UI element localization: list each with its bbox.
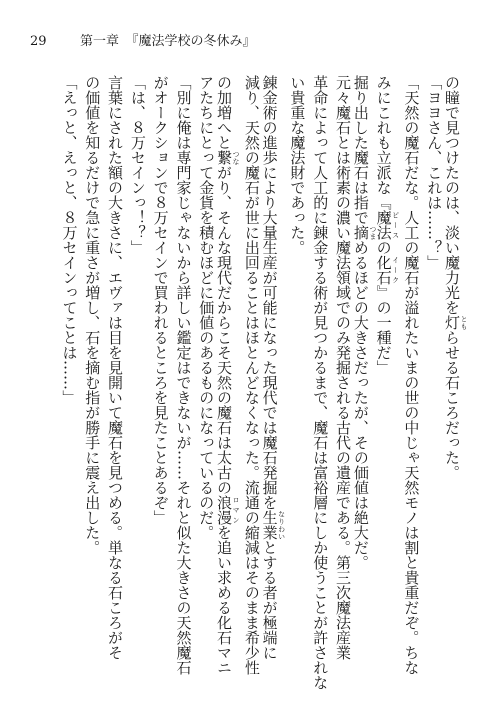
chapter-title: 第一章 『魔法学校の冬休み』 [80, 34, 256, 49]
text-line [172, 75, 195, 680]
ruby-reading: とも [460, 315, 468, 330]
page-number: 29 [30, 34, 47, 49]
text-segment: 革命によって人工的に錬金する術が見つかるまで、魔石は富裕層にしか使うことが許されな [311, 75, 330, 690]
text-segment: 「天然の魔石だな。人工の魔石が溢れたいまの世の中じゃ天然モノは割と貴重だぞ。ちな [402, 75, 421, 675]
text-segment: 「ヨヨさん、これは……？」 [425, 75, 444, 270]
text-segment: 言葉にされた額の大きさに、エヴァは目を見開いて魔石を見つめる。単なる石ころがそ [106, 75, 125, 660]
running-header [30, 34, 256, 50]
text-segment: がり、そんな現代だからこそ天然の魔石は太古の [215, 165, 234, 495]
text-line [217, 75, 240, 680]
ruby-reading: ロマン [232, 495, 241, 525]
text-line [445, 75, 468, 680]
text-segment: らせる石ころだった。 [443, 330, 461, 480]
text-segment: 「別に俺は専門家じゃないから詳しい鑑定はできないが……それと似た大きさの天然魔石 [174, 75, 193, 675]
text-line [103, 75, 126, 680]
ruby-word [260, 510, 286, 540]
text-line [80, 75, 103, 680]
text-line [331, 75, 354, 680]
text-line [308, 75, 331, 690]
body-text [57, 75, 468, 690]
ruby-reading: つま [368, 225, 377, 240]
text-segment: 減り、天然の魔石が世に出回ることはほとんどなくなった。流通の縮減はそのまま希少性 [242, 75, 261, 675]
text-segment: めるほどの大きさだったが、その価値は絶大だ。 [351, 240, 370, 570]
ruby-base: 摘 [351, 225, 370, 240]
ruby-reading: イーク [391, 255, 400, 285]
text-line [260, 75, 286, 680]
text-segment: 「えっと、えっと、８万セインってことは……」 [60, 75, 79, 405]
ruby-base: 生業 [260, 510, 279, 540]
ruby-word [374, 255, 400, 285]
text-line [374, 75, 400, 680]
text-line [240, 75, 263, 680]
text-line [400, 75, 423, 680]
text-segment: 元々魔石とは術素の濃い魔法領域でのみ発掘される古代の遺産である。第三次魔法産業 [334, 75, 353, 660]
text-segment: の価値を知るだけで急に重さが増し、石を摘む指が勝手に震え出した。 [83, 75, 102, 555]
text-segment: の加増へと [215, 75, 234, 150]
text-line [126, 75, 149, 680]
text-segment: 錬金術の進歩により大量生産が可能になった現代では魔石発掘を [260, 75, 279, 510]
ruby-word [215, 150, 241, 165]
ruby-reading: なりわい [277, 510, 286, 540]
text-segment: 「は、８万セインっ！？」 [128, 75, 147, 255]
text-segment: 掘り出した魔石は指で [351, 75, 370, 225]
text-line [149, 75, 172, 680]
text-line [286, 75, 309, 680]
ruby-word [374, 210, 400, 240]
ruby-base: 浪漫 [215, 495, 234, 525]
text-segment: を追い求める化石マニ [215, 525, 234, 675]
text-segment: い貴重な魔法財であった。 [288, 75, 307, 255]
ruby-base: 化石 [374, 255, 393, 285]
ruby-reading: つな [232, 150, 241, 165]
ruby-base: 繋 [215, 150, 234, 165]
text-line [58, 75, 81, 680]
ruby-base: 灯 [443, 315, 461, 330]
ruby-word [443, 315, 468, 330]
ruby-reading: ピース [391, 210, 400, 240]
ruby-base: 魔法 [374, 210, 393, 240]
text-segment: 』の一種だ」 [374, 285, 393, 375]
ruby-word [215, 495, 241, 525]
ruby-word [351, 225, 377, 240]
text-segment: の [374, 240, 393, 255]
text-segment: がオークションで８万セインで買われるところを見たことあるぞ」 [151, 75, 170, 525]
text-segment: とする者が極端に [260, 540, 279, 660]
text-segment: みにこれも立派な『 [374, 75, 393, 210]
text-segment: アたちにとって金貨を積むほどに価値のあるものになっているのだ。 [197, 75, 216, 540]
text-segment: の瞳で見つけたのは、淡い魔力光を [443, 75, 461, 315]
